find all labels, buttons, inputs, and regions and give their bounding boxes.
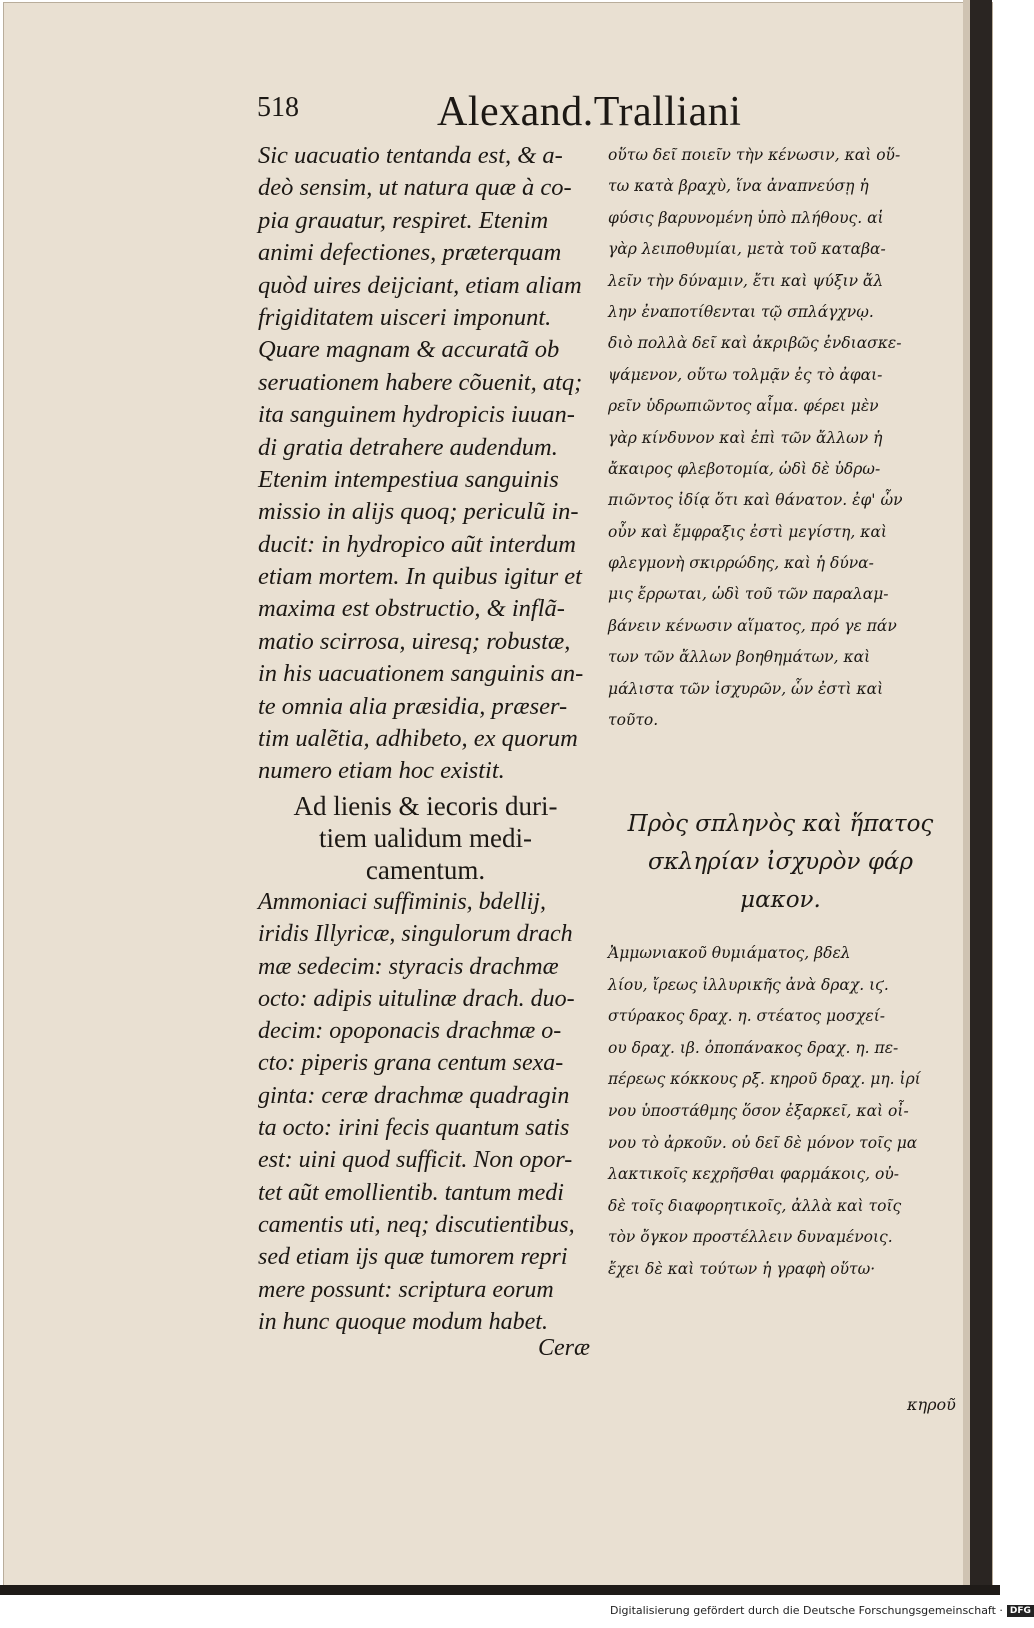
text-line: ου δραχ. ιβ. ὀποπάνακος δραχ. η. πε- xyxy=(608,1038,899,1057)
text-line: in hunc quoque modum habet. xyxy=(258,1308,548,1335)
footer-text: Digitalisierung gefördert durch die Deutsche Forschungsgemeinschaft · xyxy=(610,1604,1003,1617)
text-line: animi defectiones, præterquam xyxy=(258,239,562,267)
text-line: ρεῖν ὑδρωπιῶντος αἷμα. φέρει μὲν xyxy=(608,397,879,416)
text-line: tet aũt emollientib. tantum medi xyxy=(258,1179,564,1206)
dfg-logo: DFG xyxy=(1007,1605,1034,1617)
heading-line: σκληρίαν ἰσχυρὸν φάρ xyxy=(648,849,913,875)
text-line: Sic uacuatio tentanda est, & a- xyxy=(258,142,563,169)
text-line: τω κατὰ βραχὺ, ἵνα ἀναπνεύσῃ ἡ xyxy=(608,177,869,196)
greek-recipe-column xyxy=(608,938,953,1286)
scan-bottom-edge xyxy=(0,1585,1000,1595)
heading-line: tiem ualidum medi- xyxy=(319,823,532,853)
text-line: τὸν ὄγκον προστέλλειν δυναμένοις. xyxy=(608,1228,893,1247)
text-line: est: uini quod sufficit. Non opor- xyxy=(258,1147,573,1174)
text-line: ita sanguinem hydropicis iuuan- xyxy=(258,401,575,429)
text-line: matio scirrosa, uiresq; robustæ, xyxy=(258,627,571,655)
text-line: στύρακος δραχ. η. στέατος μοσχεί- xyxy=(608,1007,886,1026)
text-line: ginta: ceræ drachmæ quadragin xyxy=(258,1082,570,1109)
text-line: πέρεως κόκκους ρξ. κηροῦ δραχ. μη. ἰρί xyxy=(608,1070,921,1089)
latin-catchword: Ceræ xyxy=(538,1335,591,1361)
text-line: νου τὸ ἀρκοῦν. οὐ δεῖ δὲ μόνον τοῖς μα xyxy=(608,1133,918,1152)
text-line: ta octo: irini fecis quantum satis xyxy=(258,1115,570,1142)
text-line: τοῦτο. xyxy=(608,711,659,730)
text-line: ἔχει δὲ καὶ τούτων ἡ γραφὴ οὕτω· xyxy=(608,1259,876,1278)
text-line: seruationem habere cõuenit, atq; xyxy=(258,368,583,396)
text-line: Ammoniaci suffiminis, bdellij, xyxy=(258,889,546,915)
text-line: deò sensim, ut natura quæ à co- xyxy=(258,174,572,202)
text-line: numero etiam hoc existit. xyxy=(258,757,505,785)
text-line: camentis uti, neq; discutientibus, xyxy=(258,1211,575,1238)
text-line: γὰρ κίνδυνον καὶ ἐπὶ τῶν ἄλλων ἡ xyxy=(608,428,883,447)
latin-recipe-heading xyxy=(258,790,593,886)
text-line: διὸ πολλὰ δεῖ καὶ ἀκριβῶς ἐνδιασκε- xyxy=(608,334,902,353)
digitization-footer xyxy=(610,1604,1034,1617)
text-line: οὖν καὶ ἔμφραξις ἐστὶ μεγίστη, καὶ xyxy=(608,522,887,541)
latin-recipe-column xyxy=(258,886,593,1338)
text-line: οὕτω δεῖ ποιεῖν τὴν κένωσιν, καὶ οὕ- xyxy=(608,146,901,164)
text-line: frigiditatem uisceri imponunt. xyxy=(258,303,552,331)
book-spine-shadow xyxy=(970,0,992,1590)
text-line: πιῶντος ἰδίᾳ ὅτι καὶ θάνατον. ἐφ' ὧν xyxy=(608,491,903,510)
text-line: mæ sedecim: styracis drachmæ xyxy=(258,953,559,980)
greek-catchword: κηροῦ xyxy=(907,1395,956,1414)
text-line: ducit: in hydropico aũt interdum xyxy=(258,530,576,558)
text-line: λην ἐναποτίθενται τῷ σπλάγχνῳ. xyxy=(608,302,874,321)
heading-line: μακον. xyxy=(740,887,821,913)
heading-line: camentum. xyxy=(365,855,486,885)
heading-line: Πρὸς σπληνὸς καὶ ἥπατος xyxy=(627,811,934,837)
text-line: quòd uires deijciant, etiam aliam xyxy=(258,271,582,299)
text-line: Etenim intempestiua sanguinis xyxy=(258,465,559,493)
text-line: Ἀμμωνιακοῦ θυμιάματος, βδελ xyxy=(608,944,851,962)
heading-line: Ad lienis & iecoris duri- xyxy=(293,791,558,821)
text-line: μάλιστα τῶν ἰσχυρῶν, ὧν ἐστὶ καὶ xyxy=(608,679,884,698)
text-line: δὲ τοῖς διαφορητικοῖς, ἀλλὰ καὶ τοῖς xyxy=(608,1196,902,1215)
text-line: mere possunt: scriptura eorum xyxy=(258,1276,554,1303)
text-line: cto: piperis grana centum sexa- xyxy=(258,1050,564,1077)
latin-column xyxy=(258,140,593,788)
page-number: 518 xyxy=(257,92,299,123)
text-line: decim: opoponacis drachmæ o- xyxy=(258,1018,562,1045)
text-line: missio in alijs quoq; periculũ in- xyxy=(258,498,579,526)
text-line: βάνειν κένωσιν αἵματος, πρό γε πάν xyxy=(608,616,897,635)
page-header xyxy=(257,88,742,138)
text-line: di gratia detrahere audendum. xyxy=(258,433,558,461)
greek-column xyxy=(608,140,953,736)
text-line: iridis Illyricæ, singulorum drach xyxy=(258,921,573,948)
running-title: Alexand.Tralliani xyxy=(437,89,742,135)
text-line: etiam mortem. In quibus igitur et xyxy=(258,563,582,591)
text-line: maxima est obstructio, & inflã- xyxy=(258,595,565,623)
text-line: φύσις βαρυνομένη ὑπὸ πλήθους. αἱ xyxy=(608,208,884,227)
text-line: των τῶν ἄλλων βοηθημάτων, καὶ xyxy=(608,648,871,667)
text-line: ψάμενον, οὕτω τολμᾷν ἐς τὸ ἀφαι- xyxy=(608,365,883,384)
text-line: μις ἔρρωται, ὡδὶ τοῦ τῶν παραλαμ- xyxy=(608,585,889,604)
text-line: νου ὑποστάθμης ὅσον ἐξαρκεῖ, καὶ οἶ- xyxy=(608,1101,909,1120)
text-line: λακτικοῖς κεχρῆσθαι φαρμάκοις, οὐ- xyxy=(608,1165,900,1184)
text-line: ἄκαιρος φλεβοτομία, ὡδὶ δὲ ὑδρω- xyxy=(608,459,881,478)
text-line: λεῖν τὴν δύναμιν, ἔτι καὶ ψύξιν ἄλ xyxy=(608,271,884,290)
text-line: tim ualẽtia, adhibeto, ex quorum xyxy=(258,725,578,753)
text-line: λίου, ἴρεως ἰλλυρικῆς ἀνὰ δραχ. ιϛ. xyxy=(608,975,889,994)
text-line: sed etiam ijs quæ tumorem repri xyxy=(258,1244,568,1271)
text-line: Quare magnam & accuratã ob xyxy=(258,336,560,364)
text-line: te omnia alia præsidia, præser- xyxy=(258,692,568,720)
text-line: octo: adipis uitulinæ drach. duo- xyxy=(258,985,575,1012)
text-line: in his uacuationem sanguinis an- xyxy=(258,660,584,688)
greek-recipe-heading xyxy=(608,805,953,919)
text-line: φλεγμονὴ σκιρρώδης, καὶ ἡ δύνα- xyxy=(608,554,874,573)
text-line: γὰρ λειποθυμίαι, μετὰ τοῦ καταβα- xyxy=(608,240,886,259)
text-line: pia grauatur, respiret. Etenim xyxy=(258,206,549,234)
